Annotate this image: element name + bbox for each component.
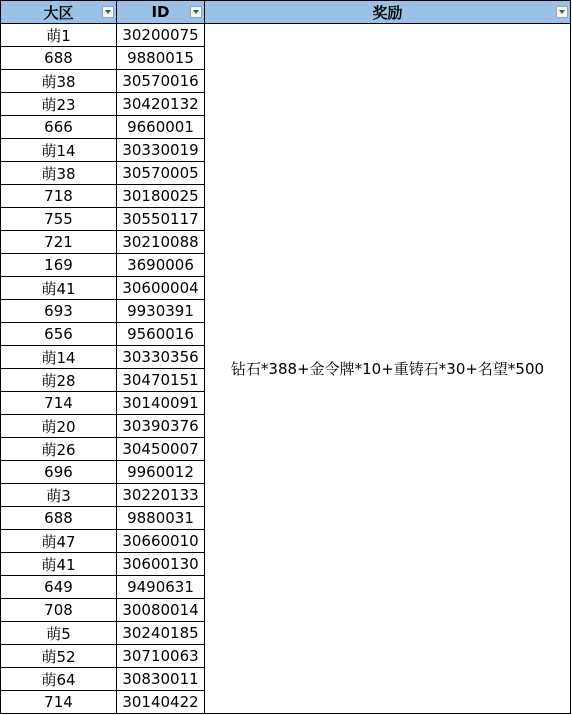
cell-region[interactable]: 693 bbox=[1, 300, 117, 323]
cell-region[interactable]: 萌38 bbox=[1, 162, 117, 185]
cell-region[interactable]: 萌64 bbox=[1, 668, 117, 691]
cell-id[interactable]: 9880015 bbox=[117, 47, 205, 70]
cell-region[interactable]: 708 bbox=[1, 599, 117, 622]
cell-region[interactable]: 755 bbox=[1, 208, 117, 231]
cell-id[interactable]: 30200075 bbox=[117, 24, 205, 47]
cell-region[interactable]: 萌14 bbox=[1, 139, 117, 162]
cell-region[interactable]: 萌41 bbox=[1, 277, 117, 300]
header-row bbox=[1, 1, 571, 24]
cell-id[interactable]: 9960012 bbox=[117, 461, 205, 484]
cell-id[interactable]: 30660010 bbox=[117, 530, 205, 553]
cell-id[interactable]: 30570005 bbox=[117, 162, 205, 185]
cell-region[interactable]: 666 bbox=[1, 116, 117, 139]
cell-region[interactable]: 萌1 bbox=[1, 24, 117, 47]
cell-region[interactable]: 萌23 bbox=[1, 93, 117, 116]
cell-id[interactable]: 30220133 bbox=[117, 484, 205, 507]
cell-region[interactable]: 萌5 bbox=[1, 622, 117, 645]
cell-id[interactable]: 30080014 bbox=[117, 599, 205, 622]
cell-id[interactable]: 30140422 bbox=[117, 691, 205, 714]
filter-dropdown-icon[interactable] bbox=[102, 6, 114, 18]
cell-id[interactable]: 9930391 bbox=[117, 300, 205, 323]
cell-region[interactable]: 714 bbox=[1, 392, 117, 415]
header-region-label: 大区 bbox=[43, 3, 74, 22]
cell-id[interactable]: 9560016 bbox=[117, 323, 205, 346]
cell-region[interactable]: 169 bbox=[1, 254, 117, 277]
cell-id[interactable]: 30180025 bbox=[117, 185, 205, 208]
cell-id[interactable]: 30420132 bbox=[117, 93, 205, 116]
cell-id[interactable]: 30450007 bbox=[117, 438, 205, 461]
cell-id[interactable]: 30330019 bbox=[117, 139, 205, 162]
cell-id[interactable]: 30330356 bbox=[117, 346, 205, 369]
cell-id[interactable]: 30830011 bbox=[117, 668, 205, 691]
cell-region[interactable]: 萌14 bbox=[1, 346, 117, 369]
cell-region[interactable]: 萌3 bbox=[1, 484, 117, 507]
table-body bbox=[1, 24, 571, 714]
header-id bbox=[117, 1, 205, 24]
cell-id[interactable]: 9660001 bbox=[117, 116, 205, 139]
cell-reward-merged[interactable]: 钻石*388+金令牌*10+重铸石*30+名望*500 bbox=[205, 24, 571, 714]
cell-region[interactable]: 萌52 bbox=[1, 645, 117, 668]
cell-region[interactable]: 688 bbox=[1, 47, 117, 70]
cell-id[interactable]: 30140091 bbox=[117, 392, 205, 415]
cell-region[interactable]: 696 bbox=[1, 461, 117, 484]
cell-id[interactable]: 30240185 bbox=[117, 622, 205, 645]
cell-region[interactable]: 萌20 bbox=[1, 415, 117, 438]
cell-id[interactable]: 30550117 bbox=[117, 208, 205, 231]
cell-region[interactable]: 萌38 bbox=[1, 70, 117, 93]
cell-region[interactable]: 656 bbox=[1, 323, 117, 346]
cell-id[interactable]: 30600004 bbox=[117, 277, 205, 300]
cell-id[interactable]: 9880031 bbox=[117, 507, 205, 530]
cell-id[interactable]: 30390376 bbox=[117, 415, 205, 438]
cell-region[interactable]: 688 bbox=[1, 507, 117, 530]
header-reward-label: 奖励 bbox=[372, 3, 403, 22]
cell-id[interactable]: 30710063 bbox=[117, 645, 205, 668]
cell-region[interactable]: 718 bbox=[1, 185, 117, 208]
cell-region[interactable]: 萌28 bbox=[1, 369, 117, 392]
header-region bbox=[1, 1, 117, 24]
cell-id[interactable]: 30210088 bbox=[117, 231, 205, 254]
table-row bbox=[1, 24, 571, 47]
filter-dropdown-icon[interactable] bbox=[556, 6, 568, 18]
cell-region[interactable]: 649 bbox=[1, 576, 117, 599]
cell-id[interactable]: 3690006 bbox=[117, 254, 205, 277]
cell-region[interactable]: 萌47 bbox=[1, 530, 117, 553]
cell-region[interactable]: 萌26 bbox=[1, 438, 117, 461]
cell-region[interactable]: 721 bbox=[1, 231, 117, 254]
filter-dropdown-icon[interactable] bbox=[190, 6, 202, 18]
header-reward bbox=[205, 1, 571, 24]
cell-id[interactable]: 30470151 bbox=[117, 369, 205, 392]
cell-id[interactable]: 30570016 bbox=[117, 70, 205, 93]
cell-region[interactable]: 萌41 bbox=[1, 553, 117, 576]
cell-region[interactable]: 714 bbox=[1, 691, 117, 714]
cell-id[interactable]: 9490631 bbox=[117, 576, 205, 599]
header-id-label: ID bbox=[151, 3, 170, 21]
cell-id[interactable]: 30600130 bbox=[117, 553, 205, 576]
